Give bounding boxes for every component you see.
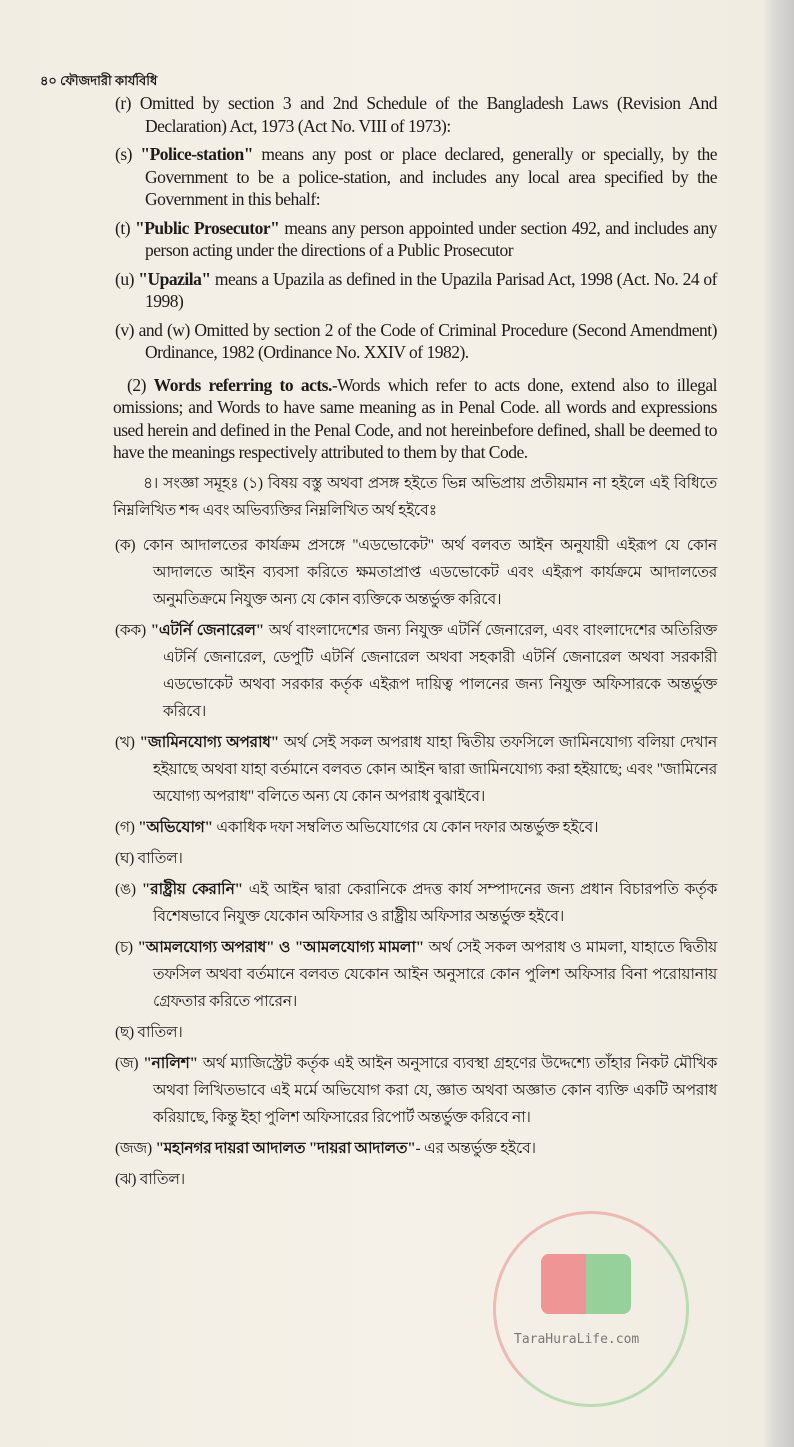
item-label: (ক) xyxy=(115,536,136,554)
defined-term: "মহানগর দায়রা আদালত "দায়রা আদালত" xyxy=(155,1139,416,1157)
clause-text: and (w) Omitted by section 2 of the Code of Criminal Procedure (Second Amendment) Ordinance, 1982 (Ordinance No. XXIV of 1982). xyxy=(138,319,717,362)
clause-text: means a Upazila as defined in the Upazila Parisad Act, 1998 (Act. No. 24 of 1998) xyxy=(145,268,717,311)
defined-term: "রাষ্ট্রীয় কেরানি" xyxy=(141,880,243,898)
definitions-list xyxy=(113,532,717,1193)
item-label: (ঘ) xyxy=(115,849,134,867)
clause-label: (r) xyxy=(115,93,131,113)
watermark-site: TaraHuraLife.com xyxy=(514,1331,640,1347)
definition-item xyxy=(115,934,717,1015)
running-header: ৪০ ফৌজদারী কার্যবিধি xyxy=(40,73,158,88)
defined-term: "অভিযোগ" xyxy=(138,818,213,836)
definition-item xyxy=(115,1166,717,1193)
subsection-2 xyxy=(113,374,717,464)
definition-item xyxy=(115,1019,717,1046)
definition-item xyxy=(115,617,717,725)
item-label: (জজ) xyxy=(115,1139,152,1157)
item-label: (খ) xyxy=(115,733,135,751)
defined-term: "এটর্নি জেনারেল" xyxy=(150,621,264,639)
definition-item xyxy=(115,729,717,810)
defined-term: "আমলযোগ্য অপরাধ" ও "আমলযোগ্য মামলা" xyxy=(137,938,424,956)
definition-item xyxy=(115,532,717,613)
item-label: (ঝ) xyxy=(115,1170,137,1188)
item-text: বাতিল। xyxy=(137,1023,183,1041)
clause-text: means any person appointed under section 492, and includes any person acting under the directions of a Public Prosecutor xyxy=(145,217,717,260)
clause-v xyxy=(115,319,717,364)
defined-term: "Upazila" xyxy=(138,268,211,289)
clause-text: means any post or place declared, generally or specially, by the Government to be a police-station, and includes any local area specified by the Government in this behalf: xyxy=(145,144,717,209)
clause-r xyxy=(115,92,717,137)
item-label: (ছ) xyxy=(115,1023,134,1041)
definition-item xyxy=(115,1050,717,1131)
defined-term: "জামিনযোগ্য অপরাধ" xyxy=(139,733,279,751)
item-label: (ঙ) xyxy=(115,880,136,898)
definition-item xyxy=(115,845,717,872)
item-text: অর্থ বাংলাদেশের জন্য নিযুক্ত এটর্নি জেনারেল, এবং বাংলাদেশের অতিরিক্ত এটর্নি জেনারেল, ডেপুটি এটর্নি জেনারেল অথবা সহকারী এটর্নি জেনারেল অথবা সরকারী এডভোকেট অথবা সরকার কর্তৃক এইরূপ দায়িত্ব পালনের জন্য নিযুক্ত অফিসারকে অন্তর্ভুক্ত করিবে। xyxy=(163,621,717,720)
clause-label: (u) xyxy=(115,268,134,289)
defined-term: "নালিশ" xyxy=(143,1054,198,1072)
defined-term: Words referring to acts. xyxy=(153,374,332,395)
item-label: (কক) xyxy=(115,621,146,639)
item-text: কোন আদালতের কার্যক্রম প্রসঙ্গে "এডভোকেট" অর্থ বলবত আইন অনুযায়ী এইরূপ যে কোন আদালতে আইন ব্যবসা করিতে ক্ষমতাপ্রাপ্ত এডভোকেট এবং এইরূপ কার্যক্রমে আদালতের অনুমতিক্রমে নিযুক্ত অন্য যে কোন ব্যক্তিকে অন্তর্ভুক্ত করিবে। xyxy=(142,536,717,608)
clause-label: (s) xyxy=(115,144,132,164)
clause-s xyxy=(115,143,717,211)
definition-item xyxy=(115,814,717,841)
clause-label: (t) xyxy=(115,217,131,238)
item-text: - এর অন্তর্ভুক্ত হইবে। xyxy=(415,1139,536,1157)
definition-item xyxy=(115,1135,717,1162)
clause-text: Omitted by section 3 and 2nd Schedule of the Bangladesh Laws (Revision And Declaration) Act, 1973 (Act No. VIII of 1973): xyxy=(139,93,718,136)
page-body xyxy=(113,92,717,1447)
definition-item xyxy=(115,876,717,930)
defined-term: "Police-station" xyxy=(140,144,253,164)
item-text: অর্থ ম্যাজিস্ট্রেট কর্তৃক এই আইন অনুসারে ব্যবস্থা গ্রহণের উদ্দেশ্যে তাঁহার নিকট মৌখিক অথবা লিখিতভাবে এই মর্মে অভিযোগ করা যে, জ্ঞাত অথবা অজ্ঞাত কোন ব্যক্তি একটি অপরাধ করিয়াছে, কিন্তু ইহা পুলিশ অফিসারের রিপোর্ট অন্তর্ভুক্ত করিবে না। xyxy=(153,1054,717,1126)
clause-u xyxy=(115,268,717,313)
clause-t xyxy=(115,217,717,262)
section-4-intro: ৪। সংজ্ঞা সমূহঃ (১) বিষয় বস্তু অথবা প্রসঙ্গ হইতে ভিন্ন অভিপ্রায় প্রতীয়মান না হইলে এই বিধিতে নিম্নলিখিত শব্দ এবং অভিব্যক্তির নিম্নলিখিত অর্থ হইবেঃ xyxy=(113,474,717,519)
defined-term: "Public Prosecutor" xyxy=(135,217,280,238)
item-text: বাতিল। xyxy=(139,1170,185,1188)
watermark-logo xyxy=(493,1211,689,1407)
item-text: একাধিক দফা সম্বলিত অভিযোগের যে কোন দফার অন্তর্ভুক্ত হইবে। xyxy=(212,818,599,836)
clause-label: (v) xyxy=(115,319,134,340)
item-label: (চ) xyxy=(115,938,133,956)
item-text: অর্থ সেই সকল অপরাধ যাহা দ্বিতীয় তফসিলে জামিনযোগ্য বলিয়া দেখান হইয়াছে অথবা যাহা বর্তমানে বলবত কোন আইন দ্বারা জামিনযোগ্য করা হইয়াছে; এবং "জামিনের অযোগ্য অপরাধ" বলিতে অন্য যে কোন অপরাধ বুঝাইবে। xyxy=(153,733,717,805)
item-label: (গ) xyxy=(115,818,135,836)
item-label: (জ) xyxy=(115,1054,139,1072)
watermark-mark xyxy=(541,1254,631,1314)
item-text: অর্থ সেই সকল অপরাধ ও মামলা, যাহাতে দ্বিতীয় তফসিল অথবা বর্তমানে বলবত যেকোন আইন অনুসারে কোন পুলিশ অফিসার বিনা পরোয়ানায় গ্রেফতার করিতে পারেন। xyxy=(153,938,717,1010)
clause-text: -Words which refer to acts done, extend also to illegal omissions; and Words to have same meaning as in Penal Code. all words and expressions used herein and defined in the Penal Code, and not hereinbefore defined, shall be deemed to have the meanings respectively attributed to them by that Code. xyxy=(113,374,717,462)
clause-label: (2) xyxy=(127,374,146,395)
item-text: এই আইন দ্বারা কেরানিকে প্রদত্ত কার্য সম্পাদনের জন্য প্রধান বিচারপতি কর্তৃক বিশেষভাবে নিযুক্ত যেকোন অফিসার ও রাষ্ট্রীয় অফিসার অন্তর্ভুক্ত হইবে। xyxy=(153,880,717,925)
item-text: বাতিল। xyxy=(137,849,183,867)
